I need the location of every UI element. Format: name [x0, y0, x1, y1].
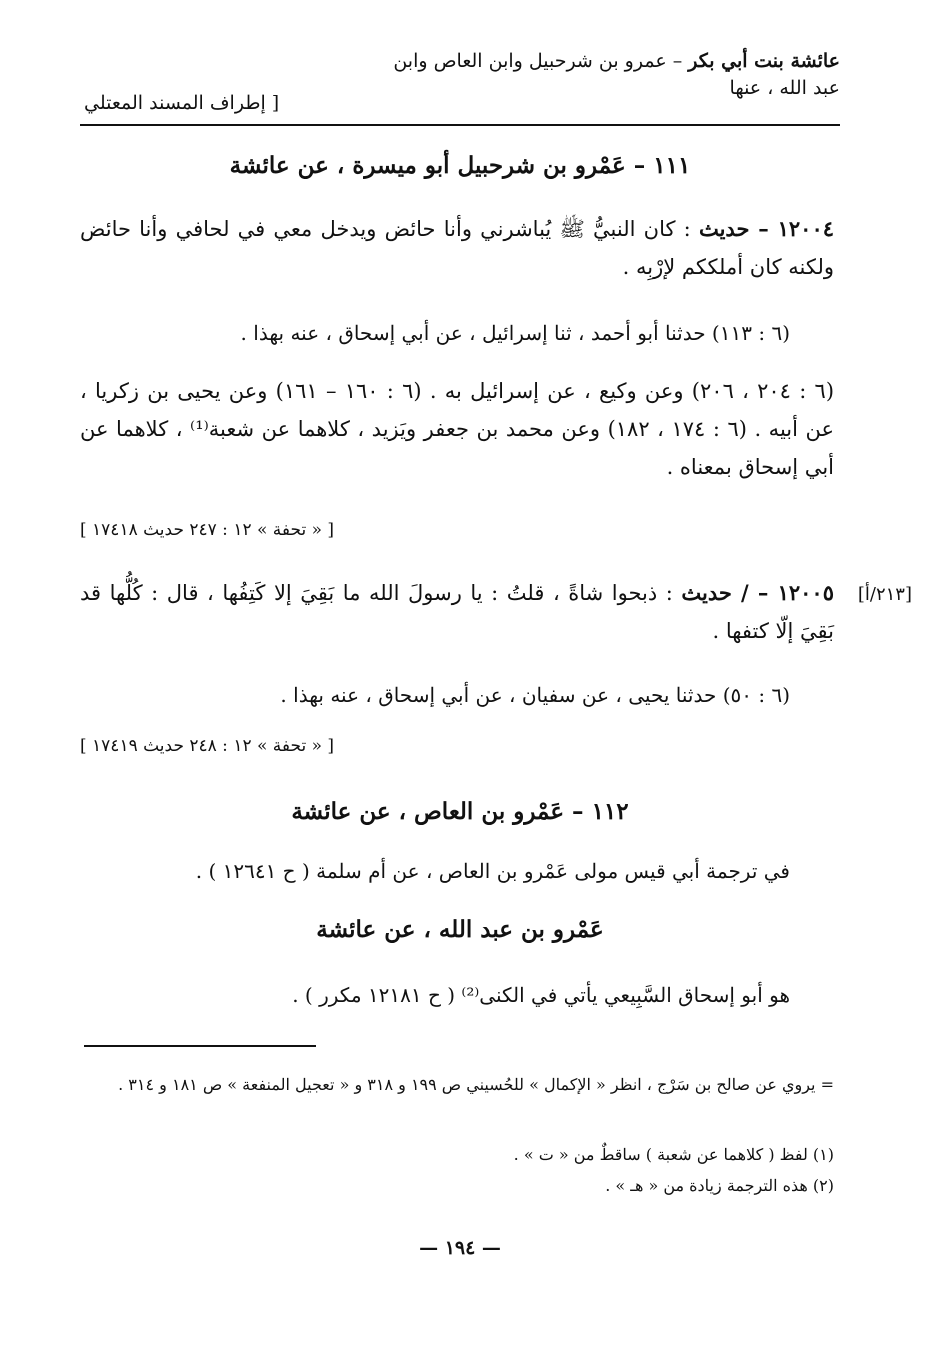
- header-title-rest: – عمرو بن شرحبيل وابن العاص وابن: [393, 50, 689, 72]
- hadith-12004-source-2: (٦ : ٢٠٤ ، ٢٠٦) وعن وكيع ، عن إسرائيل به . (٦ : ١٦٠ – ١٦١) وعن يحيى بن زكريا ، عن أبيه . (٦ : ١٧٤ ، ١٨٢) وعن محمد بن جعفر ويَزيد ، كلاهما عن شعبة⁽¹⁾ ، كلاهما عن أبي إسحاق بمعناه .: [80, 379, 835, 479]
- hadith-12005: [80, 574, 834, 650]
- section-heading-amr-abdallah: عَمْرو بن عبد الله ، عن عائشة: [316, 916, 604, 943]
- header-divider: [80, 124, 840, 126]
- hadith-text: : ذبحوا شاةً ، قلتُ : يا رسولَ الله ما بَقِيَ إلا كَتِفُها ، قال : كُلُّها قد بَقِيَ إلّا كتفها .: [80, 581, 834, 643]
- hadith-number: ١٢٠٠٤: [777, 216, 835, 241]
- header-book-title: [ إطراف المسند المعتلي: [84, 92, 280, 114]
- hadith-12005-tuhfa-ref: [ « تحفة » ١٢ : ٢٤٨ حديث ١٧٤١٩ ]: [80, 736, 335, 756]
- hadith-12005-source-1: (٦ : ٥٠) حدثنا يحيى ، عن سفيان ، عن أبي إسحاق ، عنه بهذا .: [280, 683, 790, 707]
- page-number: — ١٩٤ —: [419, 1237, 501, 1259]
- footnote-divider: [84, 1045, 316, 1047]
- section-amr-abdallah-text: هو أبو إسحاق السَّبِيعي يأتي في الكنى⁽²⁾ ( ح ١٢١٨١ مكرر ) .: [292, 983, 790, 1007]
- footnote-1: (١) لفظ ( كلاهما عن شعبة ) ساقطٌ من « ت » .: [513, 1145, 834, 1164]
- header-title: [393, 48, 840, 75]
- header-subtitle: عبد الله ، عنها: [729, 77, 840, 99]
- running-header: [393, 48, 840, 102]
- page: [80, 40, 912, 1340]
- margin-folio-ref: [٢١٣/أ]: [857, 584, 912, 605]
- hadith-label: – / حديث: [681, 580, 778, 605]
- header-title-bold: عائشة بنت أبي بكر: [688, 50, 840, 72]
- hadith-text: : كان النبيُّ ﷺ يُباشرني وأنا حائض ويدخل معي في لحافي وأنا حائض ولكنه كان أملككم لإرْبِه .: [80, 217, 834, 279]
- section-heading-112: ١١٢ – عَمْرو بن العاص ، عن عائشة: [291, 798, 629, 825]
- section-112-text: في ترجمة أبي قيس مولى عَمْرو بن العاص ، عن أم سلمة ( ح ١٢٦٤١ ) .: [195, 859, 790, 883]
- hadith-number: ١٢٠٠٥: [777, 580, 834, 605]
- footnote-2: (٢) هذه الترجمة زيادة من « هـ » .: [605, 1176, 834, 1195]
- hadith-label: – حديث: [698, 216, 778, 241]
- hadith-12004: [80, 210, 834, 286]
- footnote-continuation: = يروي عن صالح بن سَرْج ، انظر « الإكمال » للحُسيني ص ١٩٩ و ٣١٨ و « تعجيل المنفعة » ص ١٨١ و ٣١٤ .: [118, 1075, 834, 1094]
- hadith-12004-tuhfa-ref: [ « تحفة » ١٢ : ٢٤٧ حديث ١٧٤١٨ ]: [80, 520, 335, 540]
- section-heading-111: ١١١ – عَمْرو بن شرحبيل أبو ميسرة ، عن عائشة: [229, 152, 691, 179]
- hadith-12004-source-1: (٦ : ١١٣) حدثنا أبو أحمد ، ثنا إسرائيل ، عن أبي إسحاق ، عنه بهذا .: [240, 321, 790, 345]
